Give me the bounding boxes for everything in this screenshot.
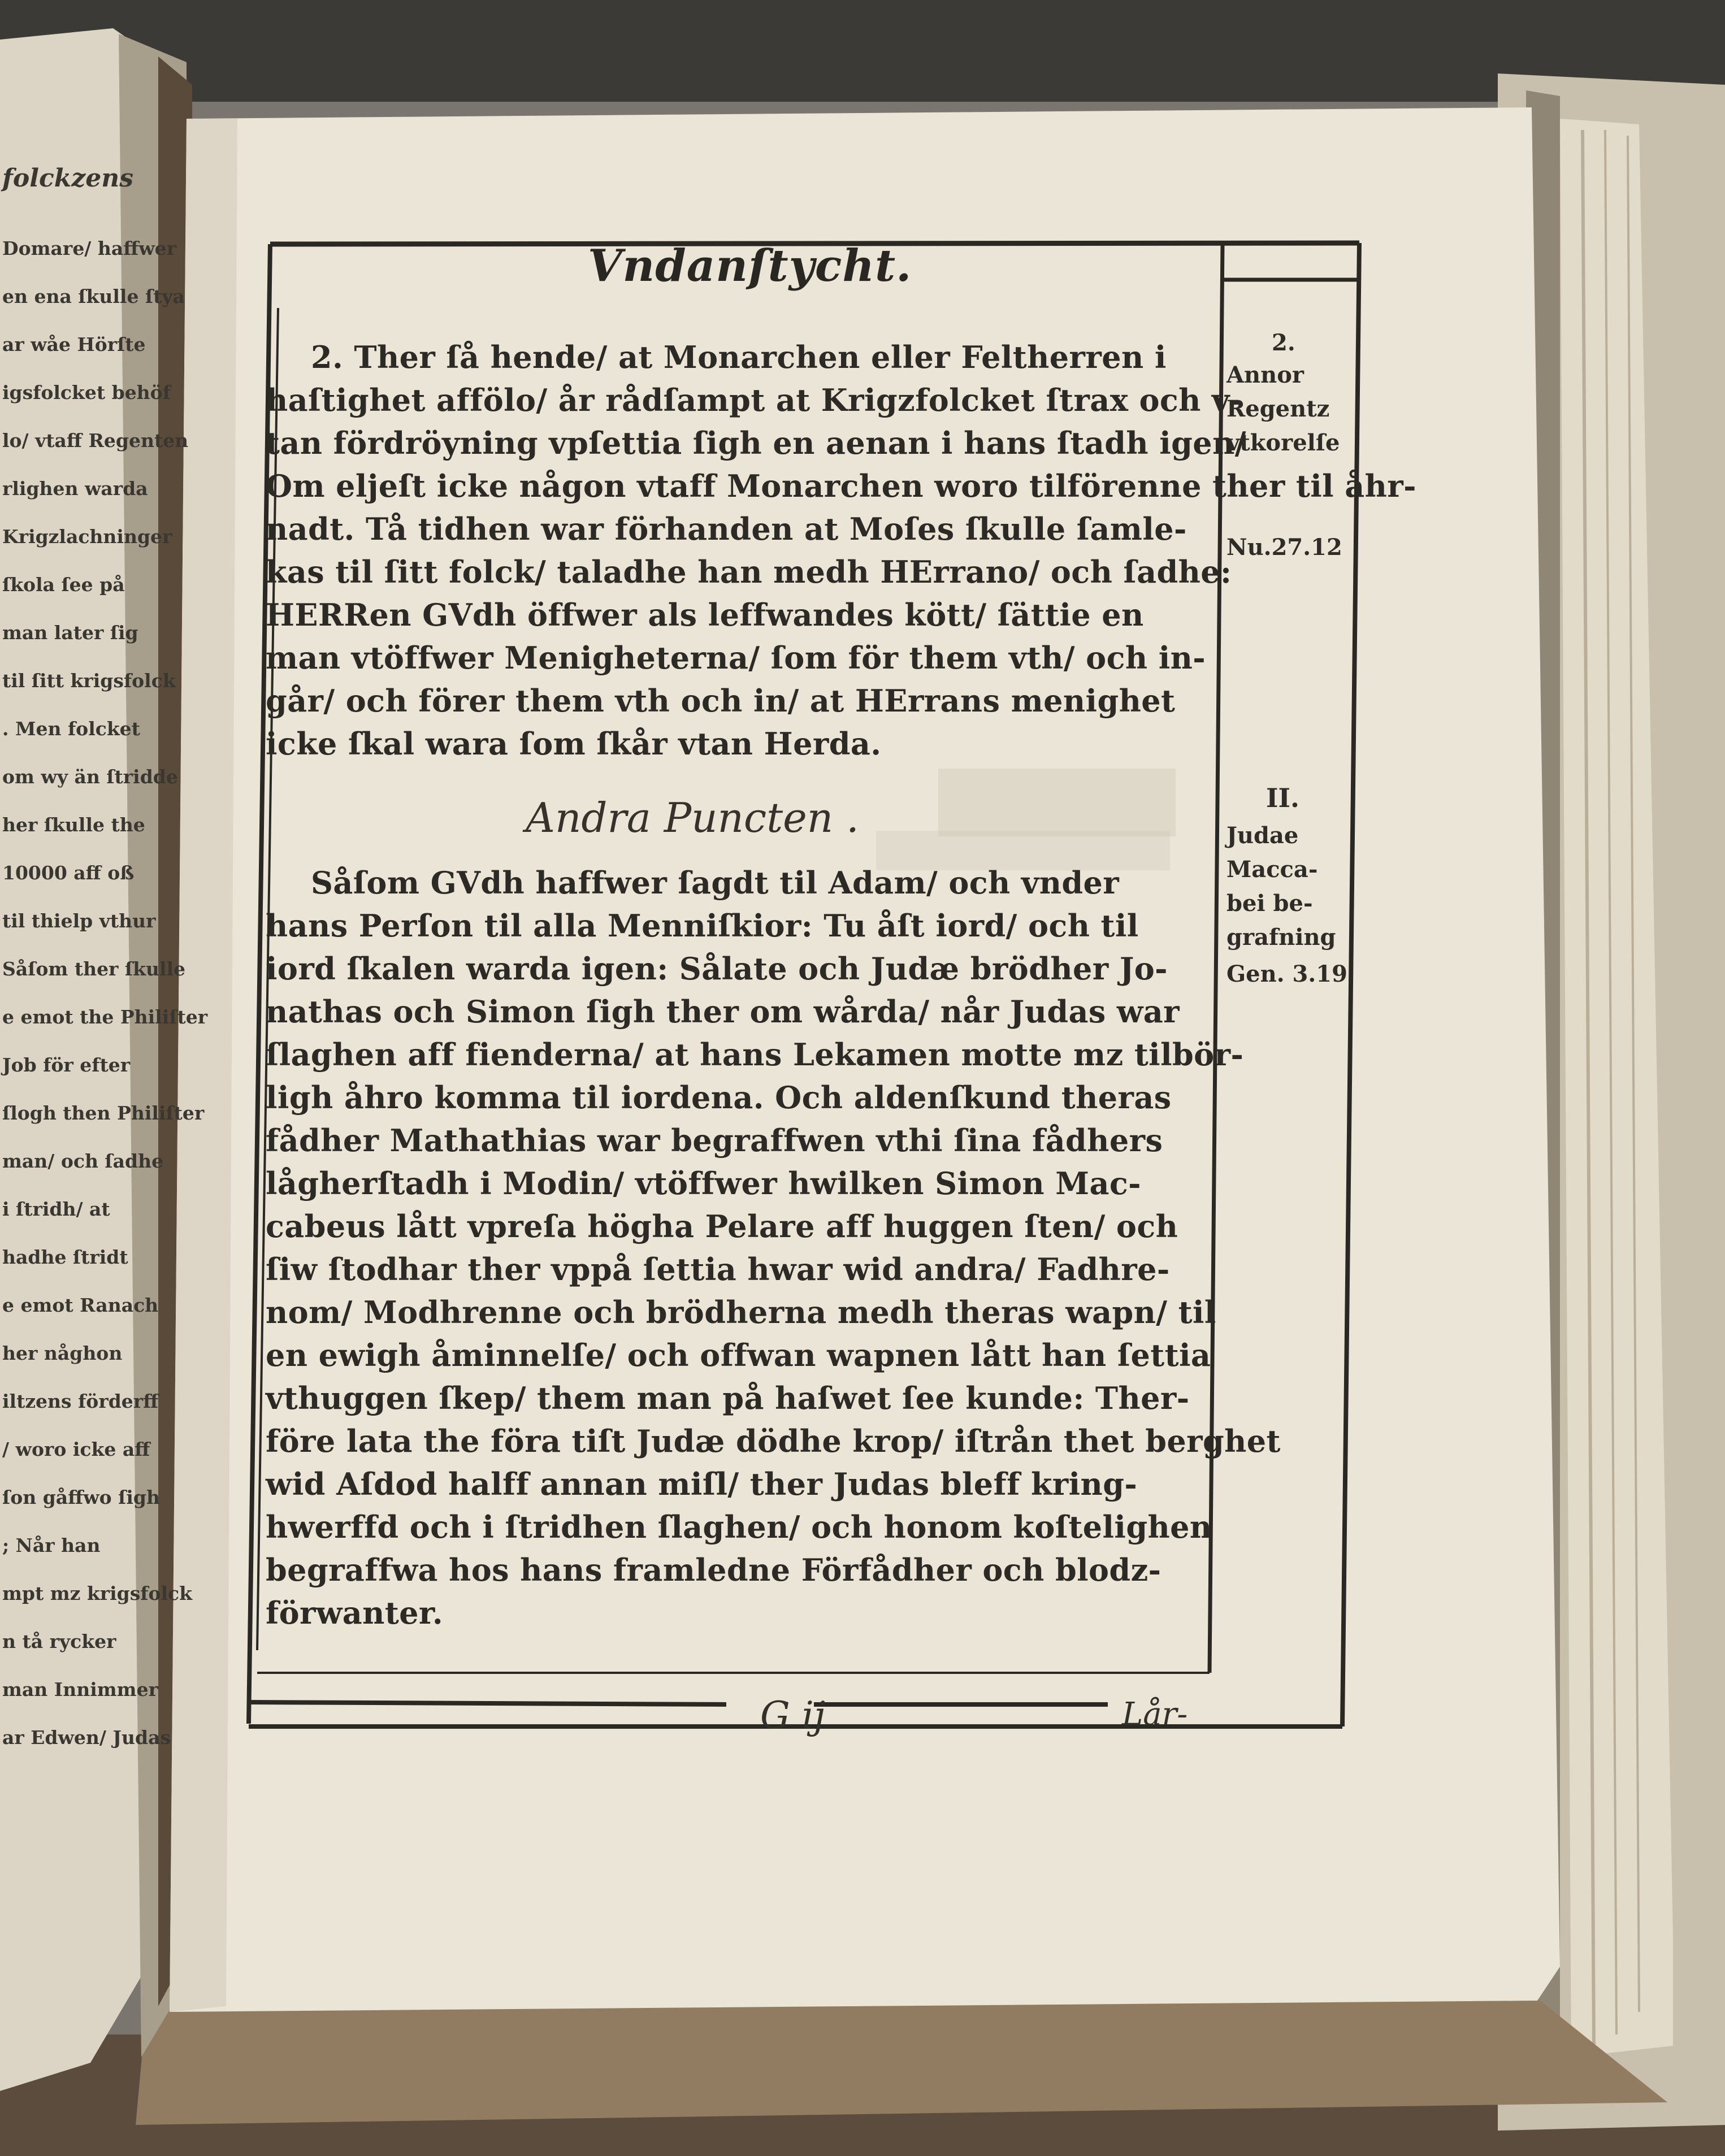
left-page-line: hadhe ſtridt — [2, 1246, 128, 1268]
left-page-line: til ſitt krigsfolck — [2, 670, 176, 692]
left-page-line: Såſom ther ſkulle — [2, 958, 186, 980]
body-line: nom/ Modhrenne och brödherna medh theras wapn/ til — [266, 1294, 1216, 1330]
left-page-line: . Men folcket — [2, 718, 140, 740]
margin-note: bei be- — [1226, 890, 1313, 917]
body-line: ligh åhro komma til iordena. Och aldenſkund theras — [266, 1079, 1172, 1116]
margin-note: Annor — [1226, 362, 1304, 388]
left-page-line: ar wåe Hörſte — [2, 333, 146, 355]
margin-note: Gen. 3.19 — [1226, 961, 1347, 987]
left-page-line: 10000 aff oß — [2, 862, 135, 884]
left-page-line: ſkola ſee på — [2, 574, 125, 596]
left-page-line: her ſkulle the — [2, 814, 145, 836]
left-page-line: ; Når han — [2, 1534, 101, 1556]
body-line: ſiw ſtodhar ther vppå ſettia hwar wid andra/ Fadhre- — [266, 1251, 1170, 1287]
margin-note: Nu.27.12 — [1226, 534, 1342, 561]
left-page-line: lo/ vtaff Regenten — [2, 430, 189, 452]
left-page-line: Krigzlachninger — [2, 526, 172, 548]
body-line: går/ och förer them vth och in/ at HErrans menighet — [266, 683, 1176, 719]
body-line: man vtöffwer Menigheterna/ ſom för them vth/ och in- — [266, 640, 1206, 676]
left-page-line: iltzens förderff — [2, 1390, 159, 1412]
body-line: 2. Ther ſå hende/ at Monarchen eller Feltherren i — [311, 339, 1167, 375]
left-page-line: n tå rycker — [2, 1630, 116, 1652]
margin-note: grafning — [1226, 924, 1336, 951]
body-line: wid Aſdod halff annan miſl/ ther Judas bleff kring- — [266, 1466, 1138, 1502]
left-page-line: man later ſig — [2, 622, 138, 644]
body-line: lågherſtadh i Modin/ vtöffwer hwilken Simon Mac- — [266, 1165, 1141, 1201]
body-line: före lata the föra tiſt Judæ dödhe krop/ iſtrån thet berghet — [266, 1423, 1281, 1459]
left-page-line: ar Edwen/ Judas — [2, 1726, 171, 1749]
left-page-line: her någhon — [2, 1342, 123, 1364]
left-page-line: e emot the Philiſter — [2, 1006, 208, 1028]
left-page-line: til thielp vthur — [2, 910, 156, 932]
margin-note: Judae — [1226, 822, 1299, 849]
margin-note: II. — [1266, 783, 1300, 813]
section-heading: Andra Puncten . — [526, 794, 859, 841]
left-page-line: e emot Ranach — [2, 1294, 159, 1316]
body-line: begraffwa hos hans framledne Förfådher och blodz- — [266, 1552, 1161, 1588]
left-page-line: rlighen warda — [2, 478, 148, 500]
page-heading: Vndanſtycht. — [588, 240, 912, 292]
left-page-line: ſon gåffwo ſigh — [2, 1486, 160, 1508]
margin-note: 2. — [1272, 329, 1295, 356]
body-line: förwanter. — [266, 1595, 444, 1631]
margin-note: Macca- — [1226, 856, 1318, 883]
left-page-running-head: folckzens — [2, 164, 134, 193]
left-page-line: en ena ſkulle ſtya — [2, 285, 185, 307]
body-line: iord ſkalen warda igen: Sålate och Judæ brödher Jo- — [266, 951, 1168, 987]
body-line: en ewigh åminnelſe/ och offwan wapnen lått han ſettia — [266, 1337, 1211, 1373]
body-line: nadt. Tå tidhen war förhanden at Moſes ſkulle ſamle- — [266, 511, 1187, 547]
left-page-line: mpt mz krigsfolck — [2, 1582, 193, 1604]
signature-mark: G ij — [760, 1694, 826, 1737]
body-line: nathas och Simon ſigh ther om wårda/ når Judas war — [266, 994, 1180, 1030]
margin-note: Regentz — [1226, 396, 1330, 422]
body-line: vthuggen ſkep/ them man på haſwet ſee kunde: Ther- — [266, 1380, 1190, 1416]
body-line: fådher Mathathias war begraffwen vthi ſina fådhers — [266, 1122, 1163, 1159]
body-line: hwerffd och i ſtridhen ſlaghen/ och honom koſtelighen — [266, 1509, 1212, 1545]
left-page-line: i ſtridh/ at — [2, 1198, 110, 1220]
body-line: hans Perſon til alla Menniſkior: Tu åſt iord/ och til — [266, 908, 1139, 944]
left-page-line: ſlogh then Philiſter — [2, 1102, 205, 1124]
body-line: ſlaghen aff fienderna/ at hans Lekamen motte mz tilbör- — [266, 1036, 1244, 1073]
body-line: Om eljeſt icke någon vtaff Monarchen woro tilförenne ther til åhr- — [266, 468, 1416, 504]
margin-note: vtkorelſe — [1226, 430, 1340, 456]
left-page-line: / woro icke aff — [2, 1438, 150, 1460]
body-line: HERRen GVdh öffwer als leffwandes kött/ ſättie en — [266, 597, 1144, 633]
left-page-line: Job för efter — [2, 1054, 131, 1076]
left-page-line: igsfolcket behöf — [2, 381, 171, 404]
body-line: cabeus lått vpreſa högha Pelare aff huggen ſten/ och — [266, 1208, 1178, 1244]
body-line: tan fördröyning vpſettia ſigh en aenan i hans ſtadh igen/ — [266, 425, 1246, 461]
catchword: Lår- — [1122, 1696, 1188, 1733]
body-line: icke ſkal wara ſom ſkår vtan Herda. — [266, 726, 882, 762]
left-page-line: man Innimmer — [2, 1678, 158, 1700]
left-page-line: man/ och ſadhe — [2, 1150, 164, 1172]
body-line: kas til ſitt folck/ taladhe han medh HErrano/ och ſadhe: — [266, 554, 1232, 590]
left-page-line: Domare/ haffwer — [2, 237, 177, 259]
body-line: haſtighet affölo/ år rådſampt at Krigzfolcket ſtrax och v- — [266, 382, 1243, 418]
body-line: Såſom GVdh haffwer ſagdt til Adam/ och vnder — [311, 865, 1120, 901]
left-page-line: om wy än ſtridde — [2, 766, 178, 788]
